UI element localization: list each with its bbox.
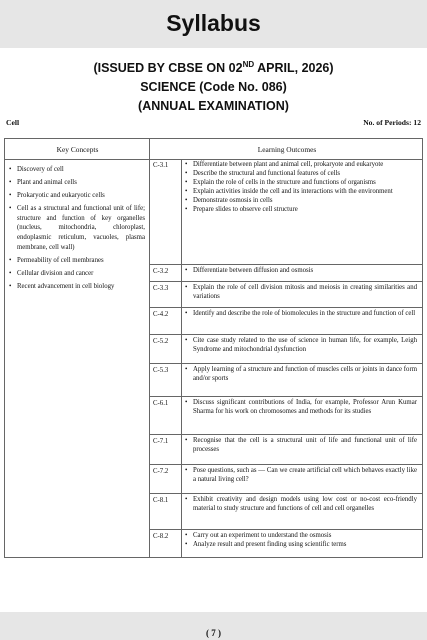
list-item: • Explain activities inside the cell and its interactions with the environment — [185, 188, 417, 197]
learning-outcomes-header: Learning Outcomes — [257, 145, 317, 154]
list-item: • Discuss significant contributions of India, for example, Professor Arun Kumar Sharma for his work on chromosomes and methods for its studies — [185, 399, 417, 417]
issued-superscript: ND — [242, 60, 255, 69]
outcome-list — [185, 284, 417, 302]
list-item: • Cite case study related to the use of science in human life, for example, Leigh Syndrome and mitochondrial dysfunction — [185, 337, 417, 355]
list-item: • Prepare slides to observe cell structure — [185, 206, 417, 215]
outcome-row — [150, 281, 422, 307]
outcome-code: C-3.2 — [153, 268, 169, 275]
outcome-list — [185, 310, 417, 319]
outcome-row — [150, 264, 422, 281]
list-item: • Permeability of cell membranes — [9, 256, 145, 266]
list-item: • Cellular division and cancer — [9, 269, 145, 279]
page-title: Syllabus — [166, 10, 261, 36]
list-item: • Demonstrate osmosis in cells — [185, 197, 417, 206]
outcome-row — [150, 464, 422, 493]
outcome-code: C-6.1 — [153, 400, 169, 407]
outcome-list — [185, 437, 417, 455]
outcome-list — [185, 467, 417, 485]
syllabus-table — [4, 138, 423, 558]
list-item: • Pose questions, such as — Can we create artificial cell which behaves exactly like a natural living cell? — [185, 467, 417, 485]
outcome-code: C-5.3 — [153, 367, 169, 374]
outcome-row — [150, 434, 422, 464]
list-item: • Cell as a structural and functional unit of life; structure and function of key organelles (nucleus, mitochondria, chloroplast, endoplasmic reticulum, vacuoles, plasma membrane, cell wall) — [9, 204, 145, 252]
list-item: • Describe the structural and functional features of cells — [185, 170, 417, 179]
outcome-code: C-4.2 — [153, 311, 169, 318]
outcome-list — [185, 161, 417, 214]
issued-prefix: (ISSUED BY CBSE ON 02 — [93, 61, 243, 76]
unit-row — [6, 118, 421, 130]
outcome-list — [185, 399, 417, 417]
list-item: • Explain the role of cell division mitosis and meiosis in creating similarities and variations — [185, 284, 417, 302]
outcome-row — [150, 493, 422, 529]
key-concepts-header: Key Concepts — [56, 145, 99, 154]
list-item: • Prokaryotic and eukaryotic cells — [9, 191, 145, 201]
list-item: • Plant and animal cells — [9, 178, 145, 188]
outcome-code: C-3.3 — [153, 285, 169, 292]
table-header — [5, 139, 422, 160]
outcome-row — [150, 529, 422, 558]
page-number: ( 7 ) — [206, 628, 221, 638]
list-item: • Recent advancement in cell biology — [9, 282, 145, 292]
outcome-code: C-5.2 — [153, 338, 169, 345]
periods-count: No. of Periods: 12 — [363, 118, 421, 127]
outcome-list — [185, 267, 417, 276]
list-item: • Recognise that the cell is a structural unit of life and functional unit of life processes — [185, 437, 417, 455]
outcome-code: C-7.2 — [153, 468, 169, 475]
list-item: • Differentiate between diffusion and osmosis — [185, 267, 417, 276]
outcome-list — [185, 337, 417, 355]
outcome-code: C-8.1 — [153, 497, 169, 504]
outcome-code: C-8.2 — [153, 533, 169, 540]
outcome-row — [150, 396, 422, 434]
outcome-row — [150, 334, 422, 363]
subject-line: SCIENCE (Code No. 086) — [140, 80, 287, 94]
issued-suffix: APRIL, 2026) — [254, 61, 334, 76]
list-item: • Identify and describe the role of biomolecules in the structure and function of cell — [185, 310, 417, 319]
list-item: • Carry out an experiment to understand the osmosis — [185, 532, 417, 541]
exam-line: (ANNUAL EXAMINATION) — [138, 99, 289, 113]
list-item: • Exhibit creativity and design models using low cost or no-cost eco-friendly material to study structure and functions of cell and cell organelles — [185, 496, 417, 514]
outcome-row — [150, 307, 422, 334]
outcome-code: C-3.1 — [153, 162, 169, 169]
outcome-code: C-7.1 — [153, 438, 169, 445]
unit-name: Cell — [6, 118, 20, 127]
outcome-row — [150, 363, 422, 396]
list-item: • Analyze result and present finding using scientific terms — [185, 541, 417, 550]
list-item: • Discovery of cell — [9, 165, 145, 175]
outcome-row — [150, 159, 422, 237]
outcome-list — [185, 366, 417, 384]
outcome-list — [185, 532, 417, 550]
issued-line — [0, 60, 427, 75]
list-item: • Apply learning of a structure and function of muscles cells or joints in dance form and/or sports — [185, 366, 417, 384]
list-item: • Differentiate between plant and animal cell, prokaryote and eukaryote — [185, 161, 417, 170]
list-item: • Explain the role of cells in the structure and functions of organisms — [185, 179, 417, 188]
key-concepts-list — [9, 165, 145, 295]
outcome-list — [185, 496, 417, 514]
